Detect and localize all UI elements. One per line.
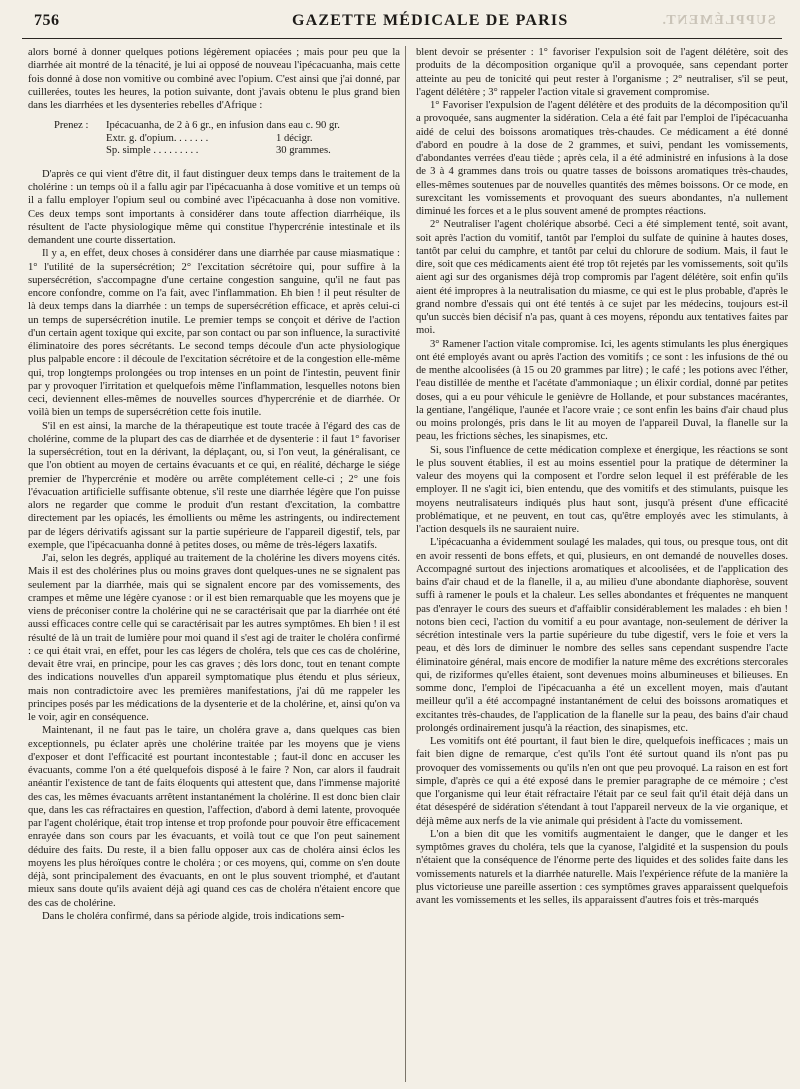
bleed-through-text: SUPPLÉMENT. [661,13,776,28]
paragraph: blent devoir se présenter : 1° favoriser l'expulsion soit de l'agent délétère, soit des produits de la décomposition organique qu'il a provoquée, sans cependant porter atteinte au peu de tonicité qui peut rester à l'organisme ; 2° neutraliser, s'il se peut, l'agent délétère ; 3° rappeler l'action vitale si gravement compromise. [416,47,788,98]
formula-label: Prenez : [54,120,89,132]
formula-row [54,120,400,133]
left-column [28,46,400,1082]
paragraph: Dans le choléra confirmé, dans sa période algide, trois indications sem- [42,910,345,922]
paragraph: L'on a bien dit que les vomitifs augmentaient le danger, que le danger et les symptômes graves du choléra, tels que la cyanose, l'algidité et la suspension du pouls n'étaient que la conséquence de l'énorme perte des liquides et des solides faite dans les vomissements naturels et la diarrhée naturelle. Mais l'expérience réfute de la manière la plus victorieuse une pareille assertion : ces symptômes graves apparaissent quelquefois avant les vomissements et les selles, ils apparaissent d'autres fois et très-marqués [416,828,788,906]
column-rule [405,46,406,1082]
paragraph: Les vomitifs ont été pourtant, il faut bien le dire, quelquefois inefficaces ; mais un fait bien digne de remarque, c'est qu'ils l'ont été surtout quand ils n'ont pas pu provoquer des vomissements ou qu'ils n'en ont que peu provoqué. La raison en est fort simple, d'après ce qui a été exposé dans le premier paragraphe de ce mémoire ; c'est que l'organisme qui leur était réfractaire l'était par ce seul fait qu'il était déjà dans un état désespéré de sidération s'étendant à tout l'appareil nerveux de la vie organique, et déjà même aux nerfs de la vie animale qui président à l'acte du vomissement. [416,736,788,827]
page-number: 756 [34,12,60,29]
formula-row [54,133,400,146]
formula-row [54,145,400,158]
paragraph: L'ipécacuanha a évidemment soulagé les malades, qui tous, ou presque tous, ont dit en avoir ressenti de bons effets, et qui, plusieurs, en ont demandé de nouvelles doses. Accompagné surtout des injections aromatiques et alcoolisées, et de l'application des bains d'air chaud et de la flanelle, il a, au milieu d'une abondante diaphorèse, souvent suffi à ramener le pouls et la chaleur. Les selles abondantes et fréquentes ne manquent pas d'enrayer le cours des sueurs et d'affaiblir considérablement les malades : eh bien ! notons bien ceci, l'action du vomitif a eu pour avantage, non-seulement de dériver la sécrétion intestinale vers la partie supérieure du tube digestif, vers le foie et vers la peau, et dès lors de diminuer le nombre des selles sans cependant suspendre l'acte éliminatoire général, mais encore de modifier la nature même des excrétions stercorales qui, de riziformes qu'elles étaient, sont devenues moins albumineuses et bilieuses. En somme donc, l'emploi de l'ipécacuanha a été un excellent moyen, mais d'autant meilleur qu'il a été accompagné instantanément de celui des boissons aromatiques et excitantes très-chaudes, de l'application de la flanelle sur la peau, des bains d'air chaud prolongés ordinairement jusqu'à la réaction, des sinapismes, etc. [416,537,788,734]
formula-amount: 30 grammes. [276,145,331,157]
paragraph: 3° Ramener l'action vitale compromise. Ici, les agents stimulants les plus énergiques ont été employés avant ou après l'action des vomitifs ; ce sont : les infusions de thé ou de menthe alcoolisées (à 15 ou 20 grammes par litre) ; le café ; les potions avec l'éther, l'eau distillée de menthe et l'acétate d'ammoniaque ; un élixir cordial, donné par petites doses, qui a eu pour véhicule le genièvre de Hollande, et pour substances macérantes, la gentiane, l'angélique, l'aunée et l'acore vraie ; ce sont enfin les bains d'air chaud plus ou moins prolongés, pris dans le lit au moyen de l'appareil Duval, la flanelle sur la peau, les frictions sèches, les sinapismes, etc. [416,338,788,443]
paragraph: Si, sous l'influence de cette médication complexe et énergique, les réactions se sont le plus souvent établies, il est au moins essentiel pour la pratique de déterminer la valeur des moyens qui la composent et l'ordre selon lequel il est préférable de les employer. Il ne s'agit ici, bien entendu, que des vomitifs et des stimulants, puisque les moyens neutralisateurs indiqués plus haut sont, jusqu'à présent d'une efficacité problématique, et ne peuvent, en tout cas, qu'être employés avec les stimulants, à l'action desquels ils ne sauraient nuire. [416,444,788,535]
journal-title: GAZETTE MÉDICALE DE PARIS [292,12,569,29]
paragraph: D'après ce qui vient d'être dit, il faut distinguer deux temps dans le traitement de la cholérine : un temps où il a fallu agir par l'ipécacuanha à dose vomitive et un temps où il a fallu employer l'opium seul ou combiné avec l'ipécacuanha à dose non vomitive. Ces deux temps sont importants à considérer dans toute affection diarrhéique, ils résultent de l'acte physiologique même qui constitue l'hypercrénie intestinale et ils demandent une courte dissertation. [28,168,400,246]
paragraph: Il y a, en effet, deux choses à considérer dans une diarrhée par cause miasmatique : 1° l'utilité de la supersécrétion; 2° l'excitation sécrétoire qui, pour suffire à la supersécrétion, s'accompagne d'une certaine congestion sanguine, qu'il ne faut pas encore confondre, comme on l'a fait, avec l'inflammation. Eh bien ! il peut résulter de là deux temps dans la diarrhée : un temps de supersécrétion efficace, et après celui-ci un temps de supersécrétion inutile. Le premier temps se conçoit et dérive de l'action d'un certain agent toxique qui excite, par son contact ou par son influence, la suractivité éliminatoire des pores sécrétants. Le second temps découle d'un acte physiologique plus palpable encore : il découle de l'excitation sécrétoire et de la congestion elle-même qui, trop longtemps prolongées ou trop intenses en un point de l'intestin, peuvent finir par y provoquer l'irritation et quelquefois même l'inflammation, lesquelles notons bien ceci, deviennent elles-mêmes de nouvelles sources d'hypercrénie et de diarrhée. Or voilà bien un temps de supersécrétion cette fois inutile. [28,248,400,419]
formula-amount: , en infusion dans eau c. 90 gr. [211,120,340,132]
running-header [22,14,782,39]
paragraph: Maintenant, il ne faut pas le taire, un choléra grave a, dans quelques cas bien exceptionnels, pu éclater après une cholérine traitée par les moyens que je viens d'exposer et dont l'efficacité est pourtant incontestable ; faut-il donc en accuser les évacuants, comme l'on a été quelquefois disposé à le faire ? Non, car alors il faudrait anéantir l'existence de tant de faits éloquents qui attestent que, dans l'immense majorité des cas, les mêmes évacuants arrêtent instantanément la cholérine. Il est donc bien clair que, dans les cas réfractaires en question, l'affection, d'abord à demi latente, provoquée par l'agent cholérique, était trop intense et trop profonde pour pouvoir être efficacement enrayée dans son cours par les évacuants, et voilà tout ce que l'on peut sainement déduire des faits. Du reste, il a bien fallu opposer aux cas de choléra ainsi éclos les moyens les plus héroïques contre le choléra ; or ces moyens, qui, comme on s'en doute déjà, sont principalement des évacuants, en ont le plus souvent triomphé, et d'autant mieux sans doute qu'ils avaient déjà agi quand ces cas de choléra n'étaient encore que des cas de cholérine. [28,725,400,909]
paragraph: alors borné à donner quelques potions légèrement opiacées ; mais pour peu que la diarrhée ait montré de la ténacité, je lui ai opposé de nouveau l'ipécacuanha, mais cette fois donné à dose non vomitive ou combiné avec l'opium. C'est ainsi que j'ai donné, par cuillerées, toutes les heures, la potion suivante, dont j'avais obtenu le plus grand bien dans les diarrhées et les dysenteries rebelles d'Afrique : [28,47,400,111]
prescription-formula [54,120,400,158]
formula-amount: 1 décigr. [276,132,313,144]
paragraph: 2° Neutraliser l'agent cholérique absorbé. Ceci a été simplement tenté, soit avant, soit après l'action du vomitif, tantôt par l'emploi du sulfate de quinine à hautes doses, tantôt par celui du camphre, et tantôt par celui du chlorure de sodium. Mais, il faut le dire, soit que ces médicaments aient été trop tôt rejetés par les vomissements, soit qu'ils aient agi sur des organismes déjà trop compromis par l'agent délétère, soit enfin qu'ils aient été impropres à la neutralisation du miasme, ce qui est le plus probable, d'après le grand nombre d'essais qui ont été tentés à ce sujet par les médecins, toujours est-il qu'un succès bien décisif n'a pas, quant à ces moyens, répondu aux tentatives faites par moi. [416,219,788,337]
right-column [416,46,788,1082]
formula-ingredient: Sp. simple . . . . . . . . . [106,145,199,157]
paragraph: S'il en est ainsi, la marche de la thérapeutique est toute tracée à l'égard des cas de cholérine, comme de la plupart des cas de diarrhée et de dysenterie : il faut 1° favoriser la supersécrétion, tout en la dérivant, la déplaçant, ou, si l'on veut, la généralisant, ce que l'on obtient au moyen de certains évacuants et ce qui, en réalité, décharge le siége premier de l'hypercrénie et modère ou arrête complétement celle-ci ; 2° une fois l'évacuation artificielle suffisante obtenue, s'il reste une diarrhée légère que l'on puisse alors ne regarder que comme le produit d'un restant d'excitation, la combattre directement par les opiacés, les émollients ou même les astringents, ou indirectement par de légers dérivatifs agissant sur la partie supérieure de l'appareil digestif, tels, par exemple, que l'ipécacuanha donné à petites doses, ou même de très-légers laxatifs. [28,420,400,551]
formula-ingredient: Ipécacuanha, de 2 à 6 gr. [106,120,212,132]
formula-ingredient: Extr. g. d'opium. . . . . . . [106,132,209,144]
paragraph: J'ai, selon les degrés, appliqué au traitement de la cholérine les divers moyens cités. Mais il est des cholérines plus ou moins graves dont quelques-unes ne se signalent pas seulement par la diarrhée, mais qui se signalent encore par des vomissements, des crampes et même une légère cyanose : or il est bien remarquable que les moyens que je viens de préconiser contre la cholérine qui ne se caractérisait que par la diarrhée ont été aussi efficaces contre celle qui se caractérisait par les autres symptômes. Eh bien ! il est résulté de là un trait de lumière pour moi quand il s'est agi de traiter le choléra confirmé : ce qui était vrai, en effet, pour les cas légers de choléra, tels que ces cas de cholérine, devait être vrai, en principe, pour les cas graves ; dès lors donc, tout en tenant compte des indications nouvelles d'un appareil symptomatique plus étendu et plus sérieux, mais non contradictoire avec les premières manifestations, j'ai dû me rappeler les principes posés par les médications de la dysenterie et de la cholérine, et, ainsi qu'on va le voir, agir en conséquence. [28,553,400,723]
paragraph: 1° Favoriser l'expulsion de l'agent délétère et des produits de la décomposition qu'il a provoquée, sans augmenter la sidération. Cela a été fait par l'emploi de l'ipécacuanha aidé de celui des boissons aromatiques très-chaudes. Ce médicament a été donné d'abord en poudre à la dose de 2 grammes, et suivi, pendant les vomissements, d'abondantes verrées d'eau tiède ; après cela, il a été administré en infusions à la dose de 3 à 4 grammes dans trois ou quatre tasses de boissons aromatiques très-chaudes, elles-mêmes soutenues par de nouvelles quantités des mêmes boissons. Or ce mode, en surexcitant les vomissements et provoquant des sueurs abondantes, n'a nullement diminué les forces et a le plus souvent amené de promptes réactions. [416,100,788,217]
